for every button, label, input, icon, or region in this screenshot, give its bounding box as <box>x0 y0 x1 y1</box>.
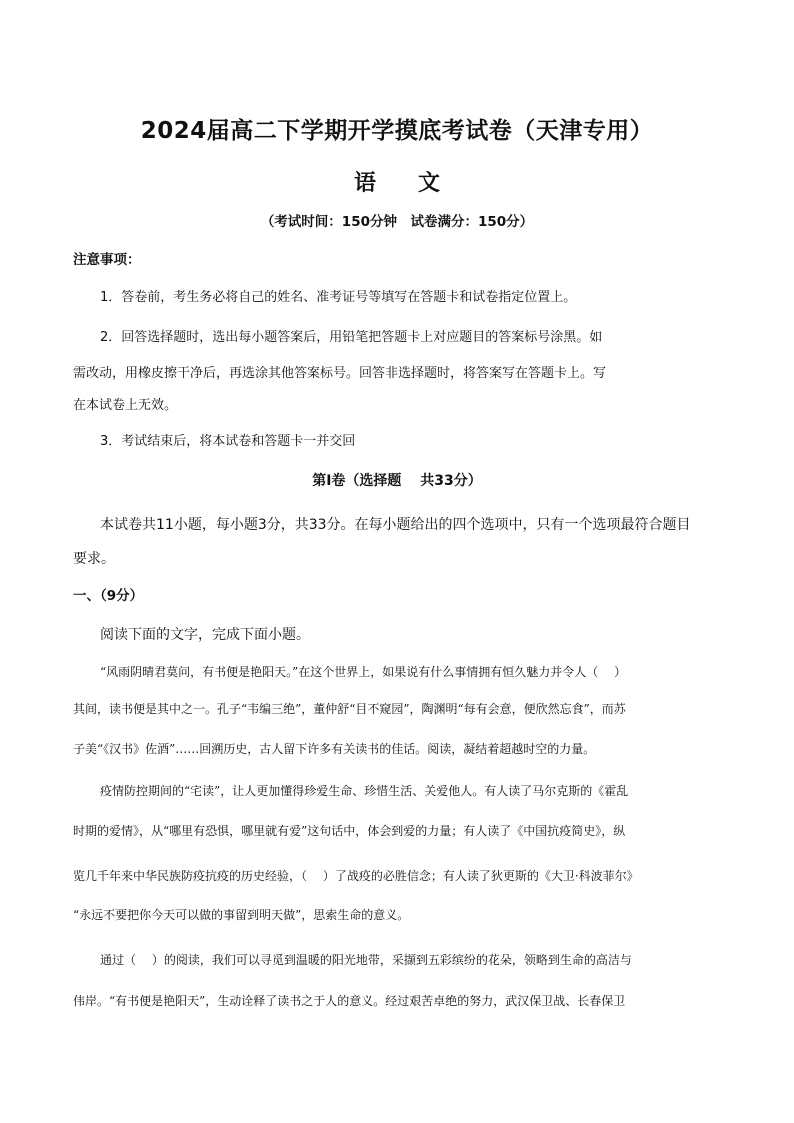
passage-p1-line-3: 子美“《汉书》佐酒”……回溯历史，古人留下许多有关读书的佳话。阅读，凝结着超越时空的力量。 <box>73 742 596 756</box>
section-title: 第Ⅰ卷（选择题 共33分） <box>312 473 482 489</box>
exam-info: （考试时间：150分钟 试卷满分：150分） <box>260 214 534 230</box>
passage-p2-line-2: 时期的爱情》，从“哪里有恐惧，哪里就有爱”这句话中，体会到爱的力量；有人读了《中国抗疫简史》，纵 <box>73 824 626 838</box>
subject-title: 语文 <box>353 171 482 196</box>
notice-item-3: 3．考试结束后，将本试卷和答题卡一并交回 <box>100 434 356 449</box>
passage-p2-line-4: “永远不要把你今天可以做的事留到明天做”，思索生命的意义。 <box>73 908 410 922</box>
passage-p2-line-1: 疫情防控期间的“宅读”，让人更加懂得珍爱生命、珍惜生活、关爱他人。有人读了马尔克斯的《霍乱 <box>100 784 629 798</box>
passage-p1-line-1: “风雨阴晴君莫问，有书便是艳阳天。”在这个世界上，如果说有什么事情拥有恒久魅力并令人（ ） <box>100 665 627 679</box>
passage-p3-line-2: 伟岸。“有书便是艳阳天”，生动诠释了读书之于人的意义。经过艰苦卓绝的努力，武汉保卫战、长春保卫 <box>73 994 626 1008</box>
notice-item-2-line-2: 需改动，用橡皮擦干净后，再选涂其他答案标号。回答非选择题时，将答案写在答题卡上。写 <box>73 366 607 381</box>
section-intro-line-1: 本试卷共11小题，每小题3分，共33分。在每小题给出的四个选项中，只有一个选项最符合题目 <box>100 517 691 533</box>
section-intro-line-2: 要求。 <box>73 551 115 567</box>
reading-instruction: 阅读下面的文字，完成下面小题。 <box>100 627 310 643</box>
notice-item-2-line-3: 在本试卷上无效。 <box>73 398 178 413</box>
passage-p3-line-1: 通过（ ）的阅读，我们可以寻觅到温暖的阳光地带，采撷到五彩缤纷的花朵，领略到生命的高洁与 <box>100 953 632 967</box>
passage-p1-line-2: 其间，读书便是其中之一。孔子“韦编三绝”，董仲舒“目不窥园”，陶渊明“每有会意，便欣然忘食”，而苏 <box>73 702 626 716</box>
notice-item-1: 1．答卷前，考生务必将自己的姓名、准考证号等填写在答题卡和试卷指定位置上。 <box>100 290 577 305</box>
notice-item-2-line-1: 2．回答选择题时，选出每小题答案后，用铅笔把答题卡上对应题目的答案标号涂黑。如 <box>100 330 603 345</box>
exam-title: 2024届高二下学期开学摸底考试卷（天津专用） <box>140 118 654 144</box>
passage-p2-line-3: 览几千年来中华民族防疫抗疫的历史经验，（ ）了战疫的必胜信念；有人读了狄更斯的《大卫·科波菲尔》 <box>73 869 639 883</box>
question-heading: 一、（9分） <box>73 588 144 604</box>
notice-heading: 注意事项： <box>73 252 141 268</box>
